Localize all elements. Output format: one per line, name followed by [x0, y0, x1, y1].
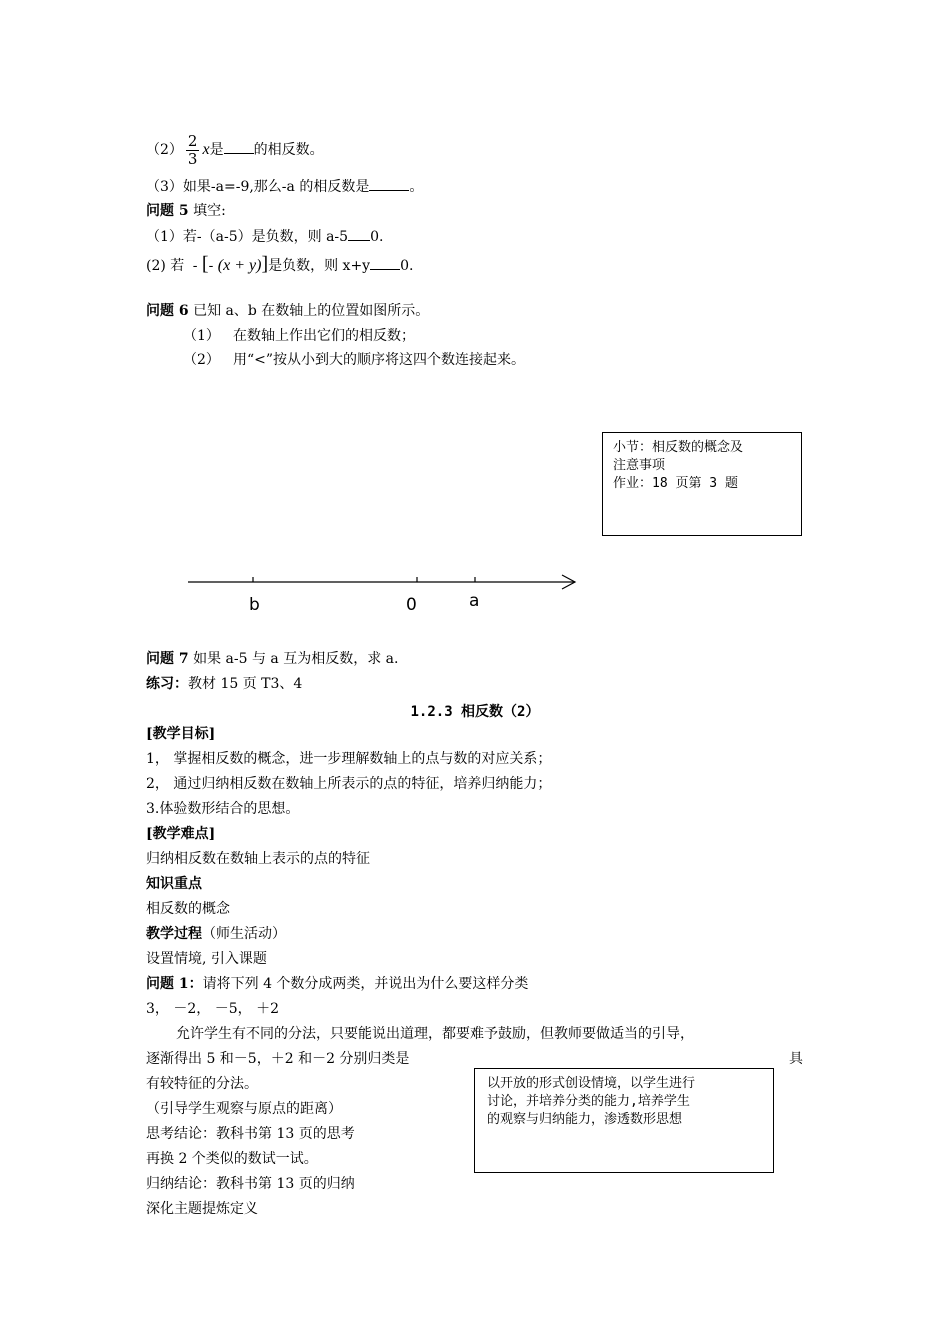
item-text: （3）如果-a=-9,那么-a 的相反数是 [146, 179, 370, 195]
fraction [186, 133, 200, 168]
process-title: 教学过程 [146, 926, 202, 942]
item-prefix: (2) 若 [146, 258, 185, 274]
summary-box [602, 432, 802, 536]
summary-line: 注意事项 [613, 458, 666, 473]
goals-heading: [教学目标] [146, 726, 216, 742]
fraction-numerator: 2 [187, 131, 198, 150]
process-heading [146, 924, 286, 944]
goal-item: 2， 通过归纳相反数在数轴上所表示的点的特征，培养归纳能力； [146, 776, 552, 792]
close-bracket: ] [261, 253, 269, 275]
teaching-note-box [474, 1068, 774, 1173]
item-text: 在数轴上作出它们的相反数； [233, 328, 415, 344]
item-number: （2） [183, 352, 220, 368]
question-6-item-2 [183, 350, 525, 370]
question-7 [146, 649, 398, 669]
blank-line [224, 139, 254, 154]
item-2-fraction [146, 128, 324, 172]
practice-label: 练习： [146, 676, 188, 692]
item-text-rest: 的相反数。 [253, 142, 324, 158]
minus-sign: - [208, 258, 214, 274]
item-text: 是 [209, 142, 224, 158]
guide-line: （引导学生观察与原点的距离） [146, 1101, 342, 1117]
minus-sign: - [192, 258, 198, 274]
key-text: 相反数的概念 [146, 901, 230, 917]
difficulty-text: 归纳相反数在数轴上表示的点的特征 [146, 851, 370, 867]
question-label: 问题 6 [146, 303, 189, 319]
question-6 [146, 301, 429, 321]
open-bracket: [ [201, 253, 209, 275]
paragraph-line: 允许学生有不同的分法，只要能说出道理，都要难予鼓励，但教师要做适当的引导， [176, 1026, 694, 1042]
item-text: 是负数，则 x+y [268, 258, 371, 274]
number-line [180, 568, 590, 618]
item-end: 0. [400, 258, 414, 274]
paragraph-line-end: 具 [789, 1051, 803, 1067]
question-1 [146, 974, 528, 994]
question-text: 已知 a、b 在数轴上的位置如图所示。 [193, 303, 430, 319]
section-title: 1.2.3 相反数（2） [410, 704, 540, 720]
label-0: 0 [406, 595, 417, 615]
difficulty-heading: [教学难点] [146, 826, 216, 842]
deepen-line: 深化主题提炼定义 [146, 1201, 258, 1217]
question-text: 填空: [193, 203, 226, 219]
question-label: 问题 7 [146, 651, 189, 667]
goal-item: 1， 掌握相反数的概念，进一步理解数轴上的点与数的对应关系； [146, 751, 552, 767]
item-number: （2） [146, 142, 183, 158]
question-label: 问题 1： [146, 976, 203, 992]
note-line: 以开放的形式创设情境，以学生进行 [487, 1076, 696, 1091]
question-text: 请将下列 4 个数分成两类，并说出为什么要这样分类 [202, 976, 529, 992]
question-5-item-2 [146, 250, 413, 280]
label-b: b [249, 595, 260, 615]
expression: (x + y) [217, 257, 262, 274]
blank-line [370, 255, 400, 270]
key-heading: 知识重点 [146, 876, 202, 892]
induct-line: 归纳结论：教科书第 13 页的归纳 [146, 1176, 355, 1192]
intro-line: 设置情境, 引入课题 [146, 951, 267, 967]
homework-line: 作业：18 页第 3 题 [613, 476, 738, 491]
item-3 [146, 176, 423, 197]
process-subtitle: （师生活动） [202, 926, 286, 942]
question-6-item-1 [183, 326, 415, 346]
item-text: （1）若-（a-5）是负数，则 a-5 [146, 229, 349, 245]
think-line: 思考结论：教科书第 13 页的思考 [146, 1126, 355, 1142]
goal-item: 3.体验数形结合的思想。 [146, 801, 300, 817]
question-text: 如果 a-5 与 a 互为相反数，求 a. [193, 651, 399, 667]
retry-line: 再换 2 个类似的数试一试。 [146, 1151, 318, 1167]
label-a: a [469, 591, 480, 611]
blank-line [369, 176, 409, 191]
practice-text: 教材 15 页 T3、4 [188, 676, 303, 692]
variable-x: x [202, 141, 210, 158]
item-number: （1） [183, 328, 220, 344]
fraction-denominator: 3 [187, 149, 198, 168]
paragraph-line: 有较特征的分法。 [146, 1076, 258, 1092]
item-end: 。 [409, 179, 424, 195]
practice-line [146, 674, 302, 694]
note-line: 讨论，并培养分类的能力,培养学生 [487, 1094, 690, 1109]
item-end: 0. [370, 229, 384, 245]
summary-line: 小节：相反数的概念及 [613, 440, 744, 455]
note-line: 的观察与归纳能力，渗透数形思想 [487, 1112, 683, 1127]
blank-line [348, 226, 370, 241]
item-text: 用“<”按从小到大的顺序将这四个数连接起来。 [233, 352, 526, 368]
paragraph-line: 逐渐得出 5 和－5，＋2 和－2 分别归类是 [146, 1051, 410, 1067]
question-label: 问题 5 [146, 203, 189, 219]
numbers-line: 3， －2， －5， ＋2 [146, 1001, 279, 1017]
question-5 [146, 201, 226, 221]
question-5-item-1 [146, 226, 383, 247]
